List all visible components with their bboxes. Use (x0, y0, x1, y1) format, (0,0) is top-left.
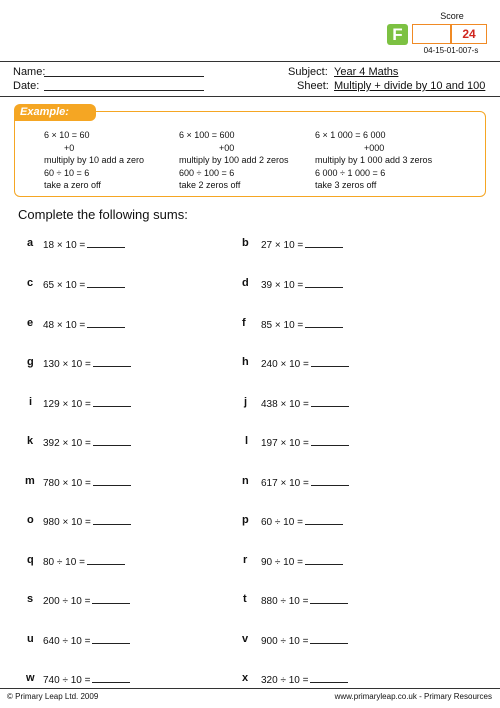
question-letter: j (244, 396, 248, 408)
question (261, 357, 349, 370)
footer-website: www.primaryleap.co.uk - Primary Resources (334, 692, 492, 701)
question (261, 673, 348, 686)
header-top-divider (0, 61, 500, 62)
question-letter: h (242, 356, 249, 368)
question-letter: r (243, 554, 248, 566)
question-letter: x (242, 672, 249, 684)
answer-blank[interactable] (310, 634, 348, 644)
answer-blank[interactable] (92, 634, 130, 644)
example-line: 6 × 10 = 60 (44, 130, 90, 140)
answer-blank[interactable] (93, 515, 131, 525)
question-text: 18 × 10 = (43, 240, 86, 251)
example-line: +0 (64, 142, 75, 153)
sheet-value: Multiply + divide by 10 and 100 (334, 80, 486, 92)
answer-blank[interactable] (305, 318, 343, 328)
question-text: 640 ÷ 10 = (43, 636, 91, 647)
question-text: 130 × 10 = (43, 359, 91, 370)
question (43, 634, 130, 647)
question-letter: b (242, 237, 249, 249)
answer-blank[interactable] (87, 318, 125, 328)
answer-blank[interactable] (305, 555, 343, 565)
question-letter: w (26, 672, 35, 684)
question-text: 980 × 10 = (43, 517, 91, 528)
name-label: Name: (13, 66, 46, 78)
question-text: 65 × 10 = (43, 280, 86, 291)
answer-blank[interactable] (92, 673, 130, 683)
answer-blank[interactable] (87, 555, 125, 565)
score-value: 24 (451, 24, 487, 44)
footer-copyright: © Primary Leap Ltd. 2009 (7, 692, 99, 701)
question (261, 397, 349, 410)
question-text: 617 × 10 = (261, 478, 309, 489)
question (261, 476, 349, 489)
header-bottom-divider (0, 96, 500, 97)
answer-blank[interactable] (305, 278, 343, 288)
question-letter: c (27, 277, 34, 289)
question-letter: p (242, 514, 249, 526)
question (43, 436, 131, 449)
question-letter: m (25, 475, 35, 487)
question-text: 27 × 10 = (261, 240, 304, 251)
sheet-label: Sheet: (297, 80, 329, 92)
date-label: Date: (13, 80, 40, 92)
answer-blank[interactable] (311, 476, 349, 486)
question (43, 397, 131, 410)
question (43, 278, 125, 291)
answer-blank[interactable] (87, 278, 125, 288)
question (43, 476, 131, 489)
subject-label: Subject: (288, 66, 328, 78)
example-line: take 2 zeros off (179, 180, 241, 190)
logo-letter: F (392, 25, 403, 44)
question-letter: a (27, 237, 34, 249)
question-letter: o (27, 514, 34, 526)
example-line: +00 (219, 142, 235, 153)
answer-blank[interactable] (310, 673, 348, 683)
instructions-heading: Complete the following sums: (18, 207, 188, 222)
question (43, 238, 125, 251)
answer-blank[interactable] (311, 357, 349, 367)
question-text: 60 ÷ 10 = (261, 517, 303, 528)
question-letter: t (243, 593, 247, 605)
example-column-1 (44, 129, 144, 192)
example-line: +000 (364, 142, 385, 153)
question (43, 515, 131, 528)
question (261, 238, 343, 251)
example-line: 60 ÷ 10 = 6 (44, 167, 90, 178)
answer-blank[interactable] (311, 397, 349, 407)
question-text: 438 × 10 = (261, 399, 309, 410)
question-letter: n (242, 475, 249, 487)
question (43, 318, 125, 331)
answer-blank[interactable] (310, 594, 348, 604)
question (43, 594, 130, 607)
question (43, 673, 130, 686)
score-entry-box (412, 24, 451, 44)
sheet-code: 04-15-01-007-s (423, 46, 479, 55)
example-column-2 (179, 129, 289, 192)
example-line: 6 000 ÷ 1 000 = 6 (315, 167, 386, 178)
answer-blank[interactable] (93, 476, 131, 486)
answer-blank[interactable] (93, 397, 131, 407)
question (43, 357, 131, 370)
question-text: 80 ÷ 10 = (43, 557, 85, 568)
example-line: multiply by 100 add 2 zeros (179, 155, 289, 165)
example-line: 6 × 1 000 = 6 000 (315, 130, 386, 140)
question-letter: q (27, 554, 34, 566)
question (261, 515, 343, 528)
question-text: 780 × 10 = (43, 478, 91, 489)
score-label: Score (440, 11, 464, 21)
question-text: 90 ÷ 10 = (261, 557, 303, 568)
question-text: 240 × 10 = (261, 359, 309, 370)
answer-blank[interactable] (305, 238, 343, 248)
name-field[interactable] (44, 76, 204, 77)
question-letter: g (27, 356, 34, 368)
question-text: 740 ÷ 10 = (43, 675, 91, 686)
question (261, 318, 343, 331)
example-line: take a zero off (44, 180, 101, 190)
question-text: 129 × 10 = (43, 399, 91, 410)
question-text: 900 ÷ 10 = (261, 636, 309, 647)
question-text: 392 × 10 = (43, 438, 91, 449)
example-line: 6 × 100 = 600 (179, 130, 235, 140)
primary-leap-logo-icon (387, 24, 408, 45)
example-column-3 (315, 129, 432, 192)
question (261, 594, 348, 607)
question-letter: d (242, 277, 249, 289)
example-line: take 3 zeros off (315, 180, 377, 190)
question-text: 197 × 10 = (261, 438, 309, 449)
footer-divider (0, 688, 500, 689)
date-field[interactable] (44, 90, 204, 91)
subject-value: Year 4 Maths (334, 66, 399, 78)
question-text: 48 × 10 = (43, 320, 86, 331)
question-text: 200 ÷ 10 = (43, 596, 91, 607)
answer-blank[interactable] (93, 436, 131, 446)
question-text: 85 × 10 = (261, 320, 304, 331)
question (261, 436, 349, 449)
question-text: 880 ÷ 10 = (261, 596, 309, 607)
question-letter: s (27, 593, 34, 605)
question-letter: u (27, 633, 34, 645)
answer-blank[interactable] (92, 594, 130, 604)
question-letter: i (29, 396, 33, 408)
question (261, 555, 343, 568)
example-line: 600 ÷ 100 = 6 (179, 167, 235, 178)
example-line: multiply by 1 000 add 3 zeros (315, 155, 433, 165)
question-letter: f (242, 317, 246, 329)
answer-blank[interactable] (311, 436, 349, 446)
example-title: Example: (14, 104, 96, 121)
question-letter: v (242, 633, 249, 645)
question-letter: k (27, 435, 34, 447)
question (261, 278, 343, 291)
question-text: 39 × 10 = (261, 280, 304, 291)
example-line: multiply by 10 add a zero (44, 155, 145, 165)
question-letter: l (245, 435, 249, 447)
answer-blank[interactable] (305, 515, 343, 525)
question-letter: e (27, 317, 34, 329)
question (261, 634, 348, 647)
answer-blank[interactable] (93, 357, 131, 367)
answer-blank[interactable] (87, 238, 125, 248)
question (43, 555, 125, 568)
question-text: 320 ÷ 10 = (261, 675, 309, 686)
